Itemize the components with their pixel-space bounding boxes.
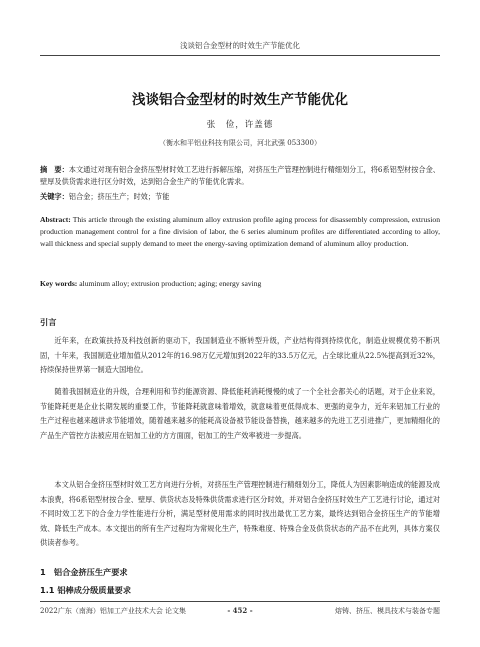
- abstract-cn-label: 摘 要：: [40, 165, 69, 174]
- keywords-cn: [40, 191, 440, 203]
- affiliation: （衡水和平铝业科技有限公司，河北武强 053300）: [159, 139, 321, 147]
- page-number: - 452 -: [227, 606, 253, 615]
- body-paragraph: 随着我国制造业的升级，合理利用和节约能源资源、降低能耗消耗慢慢的成了一个全社会都关心的话题，对于企业来说，节能降耗更是企业长期发展的重要工作，节能降耗就意味着增效，就意味着更低得成本、更强的竞争力，近年来铝加工行业的生产过程也越来越讲求节能增效，随着越来越多的能耗高设备被节能设备替换，越来越多的先进工艺引进推广，更加精细化的产品生产管控方法被应用在铝加工业的方方面面，铝加工的生产效率被进一步提高。: [40, 387, 440, 440]
- keywords-en-label: Key words:: [40, 279, 78, 288]
- abstract-en-text: This article through the existing aluminum alloy extrusion profile aging process for disassembly compression, extrusion production management control for a fine division of labor, the 6 series aluminum profiles are differentiated according to alloy, wall thickness and special supply demand to meet the energy-saving optimization demand of aluminum alloy production.: [40, 215, 440, 248]
- paper-title: 浅谈铝合金型材的时效生产节能优化: [132, 92, 348, 108]
- section-heading-intro: 引言: [40, 317, 57, 327]
- section-heading-1: 1 铝合金挤压生产要求: [40, 567, 128, 577]
- header-rule: [40, 55, 440, 56]
- abstract-cn: [40, 164, 440, 187]
- running-head: 浅谈铝合金型材的时效生产节能优化: [180, 41, 300, 50]
- keywords-en-text: aluminum alloy; extrusion production; aging; energy saving: [79, 279, 262, 288]
- keywords-en: [40, 278, 440, 290]
- keywords-cn-text: 铝合金；挤压生产；时效；节能: [68, 192, 170, 201]
- keywords-cn-label: 关键字：: [40, 192, 69, 201]
- footer-topic: 熔铸、挤压、模具技术与装备专题: [335, 607, 440, 615]
- abstract-cn-text: 本文通过对现有铝合金挤压型材时效工艺进行拆解压缩，对挤压生产管理控制进行精细划分工，将6系铝型材按合金、壁厚及供货需求进行区分时效，达到铝合金生产的节能优化需求。: [40, 165, 440, 186]
- authors: 张 俭，许盖德: [206, 120, 274, 130]
- abstract-en: [40, 214, 440, 250]
- body-paragraph: 本文从铝合金挤压型材时效工艺方向进行分析，对挤压生产管理控制进行精细划分工，降低人为因素影响造成的能源及成本浪费，将6系铝型材按合金、壁厚、供货状态及特殊供货需求进行区分时效，并对铝合金挤压时效生产工艺进行讨论，通过对不同时效工艺下的合金力学性能进行分析，满足型材使用需求的同时找出最优工艺方案，最终达到铝合金挤压生产的节能增效、降低生产成本。本文提出的所有生产过程均为常规化生产，特殊难度、特殊合金及供货状态的产品不在此列，具体方案仅供读者参考。: [40, 480, 440, 548]
- abstract-en-label: Abstract:: [40, 215, 71, 224]
- footer-proceedings: 2022广东（南海）铝加工产业技术大会 论文集: [40, 607, 187, 615]
- body-paragraph: 近年来，在政策扶持及科技创新的驱动下，我国制造业不断转型升级，产业结构得到持续优化，制造业规模优势不断巩固，十年来，我国制造业增加值从2012年的16.98万亿元增加到2022年的33.5万亿元，占全球比重从22.5%提高到近32%，持续保持世界第一制造大国地位。: [40, 336, 440, 375]
- section-heading-1-1: 1.1 铝棒成分级质量要求: [40, 585, 132, 595]
- footer-rule: [40, 601, 440, 602]
